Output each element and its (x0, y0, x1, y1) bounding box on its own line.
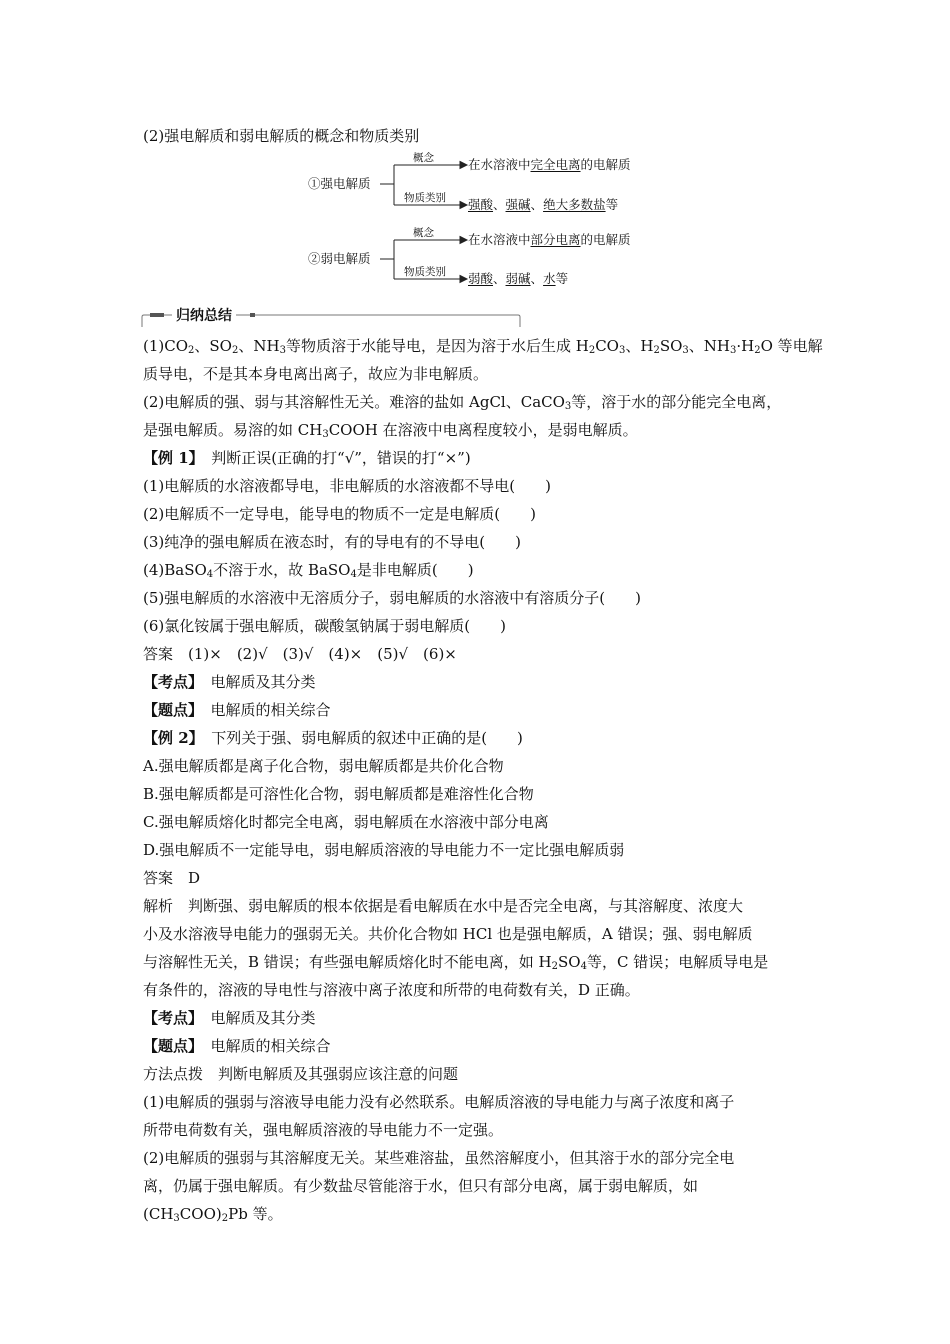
example2-option-b: B.强电解质都是可溶性化合物，弱电解质都是难溶性化合物 (143, 785, 534, 803)
example2-option-d: D.强电解质不一定能导电，弱电解质溶液的导电能力不一定比强电解质弱 (143, 841, 625, 859)
section-heading: (2)强电解质和弱电解质的概念和物质类别 (143, 127, 420, 145)
weak-class-text: 弱酸、弱碱、水等 (468, 271, 569, 286)
method-title: 方法点拨 判断电解质及其强弱应该注意的问题 (143, 1065, 459, 1083)
example2-question: 【例 2】 下列关于强、弱电解质的叙述中正确的是( ) (143, 729, 523, 747)
example1-item: (6)氯化铵属于强电解质，碳酸氢钠属于弱电解质( ) (143, 617, 506, 635)
example1-question: 【例 1】 判断正误(正确的打“√”，错误的打“×”) (143, 449, 471, 467)
weak-electrolyte-label: ②弱电解质 (308, 251, 371, 266)
example1-item: (2)电解质不一定导电，能导电的物质不一定是电解质( ) (143, 505, 536, 523)
example1-item: (1)电解质的水溶液都导电，非电解质的水溶液都不导电( ) (143, 477, 551, 495)
weak-concept-text: 在水溶液中部分电离的电解质 (468, 232, 631, 247)
weak-class-tag: 物质类别 (404, 266, 446, 278)
electrolyte-classification-diagram (300, 148, 660, 294)
example2-option-a: A.强电解质都是离子化合物，弱电解质都是共价化合物 (143, 757, 504, 775)
example1-item: (4)BaSO$_4$不溶于水，故 BaSO$_4$是非电解质( ) (143, 561, 474, 580)
example2-tidian: 【题点】 电解质的相关综合 (143, 1037, 331, 1055)
example2-answer: 答案 D (143, 869, 201, 887)
example2-option-c: C.强电解质熔化时都完全电离，弱电解质在水溶液中部分电离 (143, 813, 549, 831)
summary-p1-line1: $(1)CO_2$、$SO_2$、$NH_3$等物质溶于水能导电，是因为溶于水后生成 $H_2CO_3$、$H_2SO_3$、$NH_3\cdot H_2O$ 等电解 (143, 337, 823, 356)
summary-p1-line2: 质导电，不是其本身电离出离子，故应为非电解质。 (143, 365, 489, 383)
weak-concept-tag: 概念 (413, 227, 434, 239)
summary-title: 归纳总结 (172, 307, 236, 325)
summary-p2-line1: (2)电解质的强、弱与其溶解性无关。难溶的盐如 AgCl、CaCO$_3$等，溶于水的部分能完全电离， (143, 393, 782, 412)
example2-analysis: 与溶解性无关，B 错误；有些强电解质熔化时不能电离，如 $H_2SO_4$等，C 错误；电解质导电是 (143, 953, 769, 972)
method-p1: 所带电荷数有关，强电解质溶液的导电能力不一定强。 (143, 1121, 504, 1139)
example1-kaodian: 【考点】 电解质及其分类 (143, 673, 316, 691)
strong-class-text: 强酸、强碱、绝大多数盐等 (468, 197, 619, 212)
strong-class-tag: 物质类别 (404, 192, 446, 204)
strong-electrolyte-label: ①强电解质 (308, 176, 371, 191)
example1-answer: 答案 (1)× (2)√ (3)√ (4)× (5)√ (6)× (143, 645, 457, 663)
summary-header (140, 307, 522, 329)
method-p2: $(CH_3COO)_2Pb$ 等。 (143, 1205, 283, 1224)
example1-item: (3)纯净的强电解质在液态时，有的导电有的不导电( ) (143, 533, 521, 551)
example1-item: (5)强电解质的水溶液中无溶质分子，弱电解质的水溶液中有溶质分子( ) (143, 589, 641, 607)
example1-tidian: 【题点】 电解质的相关综合 (143, 701, 331, 719)
example2-kaodian: 【考点】 电解质及其分类 (143, 1009, 316, 1027)
example2-analysis: 有条件的，溶液的导电性与溶液中离子浓度和所带的电荷数有关，D 正确。 (143, 981, 640, 999)
method-p1: (1)电解质的强弱与溶液导电能力没有必然联系。电解质溶液的导电能力与离子浓度和离子 (143, 1093, 735, 1111)
method-p2: (2)电解质的强弱与其溶解度无关。某些难溶盐，虽然溶解度小，但其溶于水的部分完全电 (143, 1149, 735, 1167)
method-p2: 离，仍属于强电解质。有少数盐尽管能溶于水，但只有部分电离，属于弱电解质，如 (143, 1177, 699, 1195)
example2-analysis: 小及水溶液导电能力的强弱无关。共价化合物如 HCl 也是强电解质，A 错误；强、弱电解质 (143, 925, 753, 943)
summary-p2-line2: 是强电解质。易溶的如 $CH_3COOH$ 在溶液中电离程度较小，是弱电解质。 (143, 421, 638, 440)
strong-concept-text: 在水溶液中完全电离的电解质 (468, 157, 631, 172)
strong-concept-tag: 概念 (413, 152, 434, 164)
example2-analysis: 解析 判断强、弱电解质的根本依据是看电解质在水中是否完全电离，与其溶解度、浓度大 (143, 897, 744, 915)
